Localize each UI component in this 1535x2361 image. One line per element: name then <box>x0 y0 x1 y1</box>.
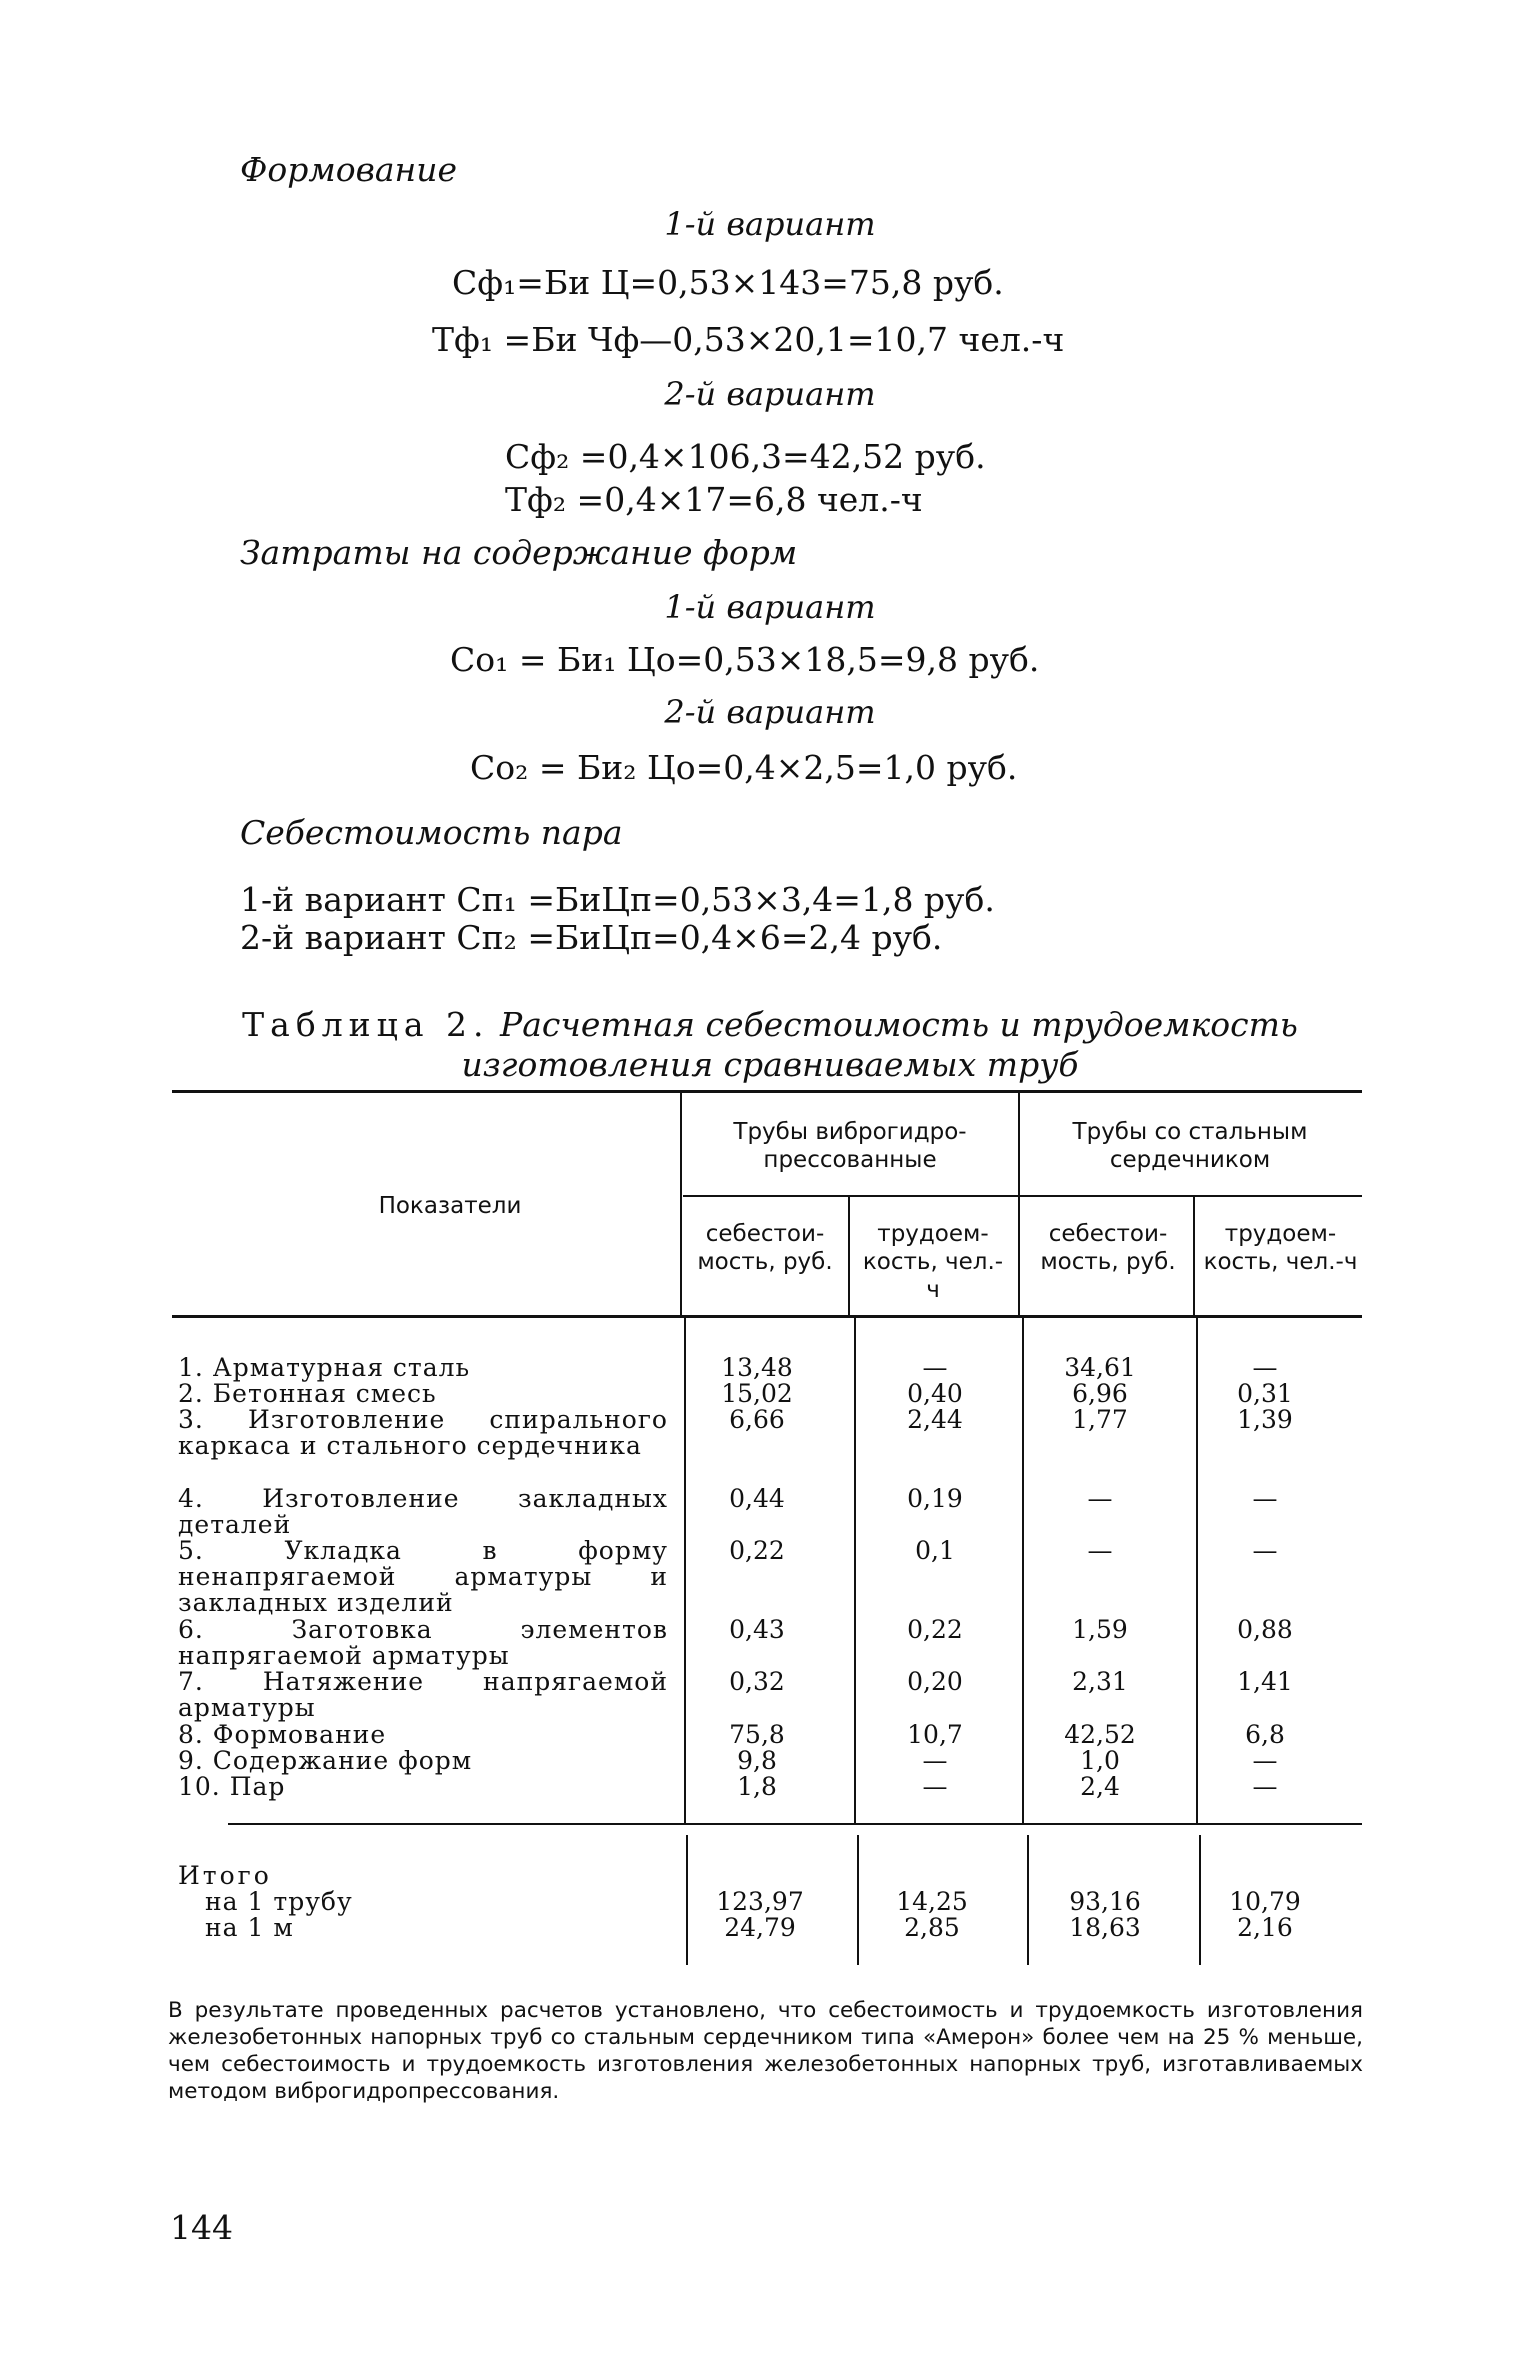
table-cell: 10,7 <box>907 1720 963 1749</box>
table-cell: — <box>922 1772 948 1801</box>
header-cost-2: себестои-мость, руб. <box>1040 1221 1176 1275</box>
header-labor-2: трудоем-кость, чел.-ч <box>1203 1221 1358 1275</box>
table-cell: 0,88 <box>1237 1615 1293 1644</box>
table-cell: 0,40 <box>907 1379 963 1408</box>
table-cell: 0,22 <box>907 1615 963 1644</box>
table-vline-4 <box>1193 1197 1195 1315</box>
formula-forming-v1-cost: Сф₁=Би Ц=0,53×143=75,8 руб. <box>452 263 1004 302</box>
table-cell: — <box>1087 1536 1113 1565</box>
table-cell: 2,4 <box>1080 1772 1120 1801</box>
conclusion-paragraph: В результате проведенных расчетов установлено, что себестоимость и трудоемкость изготовления железобетонных напорных труб со стальным сердечником типа «Амерон» более чем на 25 % меньше, чем себестоимость и трудоемкость изготовления железобетонных напорных труб, изготавливаемых методом виброгидропрессования. <box>168 1998 1363 2104</box>
table-cell: 13,48 <box>721 1353 793 1382</box>
totals-vline-4 <box>1199 1835 1201 1965</box>
table-row-label: 3. Изготовление спирального каркаса и стального сердечника <box>178 1405 668 1460</box>
table-cell: — <box>1252 1746 1278 1775</box>
table-cell: — <box>922 1746 948 1775</box>
table-cell: 2,44 <box>907 1405 963 1434</box>
table-row-label: 6. Заготовка элементов напрягаемой арматуры <box>178 1615 668 1670</box>
totals-vline-2 <box>857 1835 859 1965</box>
table-cell: 6,66 <box>729 1405 785 1434</box>
table-cell: — <box>1087 1484 1113 1513</box>
body-vline-2 <box>854 1318 856 1823</box>
table-row-label: 1. Арматурная сталь <box>178 1353 471 1382</box>
header-indicators: Показатели <box>378 1193 522 1219</box>
formula-forming-v2-cost: Сф₂ =0,4×106,3=42,52 руб. <box>505 437 986 476</box>
body-vline-1 <box>684 1318 686 1823</box>
table-cell: 1,8 <box>737 1772 777 1801</box>
table-cell: 0,20 <box>907 1667 963 1696</box>
formula-steam-v1-text: 1-й вариант Сп₁ =БиЦп=0,53×3,4=1,8 руб. <box>240 880 995 919</box>
table-caption <box>180 1005 1360 1085</box>
variant-2-heading-mold: 2-й вариант <box>664 693 876 731</box>
section-heading-forming: Формование <box>240 150 458 189</box>
header-cost-1: себестои-мость, руб. <box>697 1221 833 1275</box>
variant-1-heading: 1-й вариант <box>664 205 876 243</box>
table-cell: 18,63 <box>1069 1913 1141 1942</box>
table-cell: 14,25 <box>896 1887 968 1916</box>
totals-vline-1 <box>686 1835 688 1965</box>
totals-row-label: на 1 м <box>205 1913 294 1942</box>
header-group-steel-core: Трубы со стальным сердечником <box>1072 1119 1308 1173</box>
table-top-rule <box>172 1090 1362 1093</box>
table-cell: 1,59 <box>1072 1615 1128 1644</box>
table-row-label: 4. Изготовление закладных деталей <box>178 1484 668 1539</box>
table-cell: 6,8 <box>1245 1720 1285 1749</box>
totals-title: Итого <box>178 1861 272 1890</box>
table-cell: 0,44 <box>729 1484 785 1513</box>
header-group-vibro: Трубы виброгидро-прессованные <box>733 1119 967 1173</box>
table-vline-2 <box>1018 1093 1020 1315</box>
table-cell: 2,16 <box>1237 1913 1293 1942</box>
table-cell: 75,8 <box>729 1720 785 1749</box>
table-vline-1 <box>680 1093 682 1315</box>
page-number: 144 <box>170 2208 233 2247</box>
table-cell: 1,39 <box>1237 1405 1293 1434</box>
formula-steam-v1 <box>240 880 995 919</box>
table-cell: 6,96 <box>1072 1379 1128 1408</box>
table-cell: — <box>1252 1353 1278 1382</box>
table-cell: 34,61 <box>1064 1353 1136 1382</box>
table-row-label: 2. Бетонная смесь <box>178 1379 437 1408</box>
table-cell: 24,79 <box>724 1913 796 1942</box>
table-vline-3 <box>848 1197 850 1315</box>
table-row-label: 5. Укладка в форму ненапрягаемой арматуры и закладных изделий <box>178 1536 668 1617</box>
table-cell: 42,52 <box>1064 1720 1136 1749</box>
totals-row-label: на 1 трубу <box>205 1887 353 1916</box>
table-cell: 0,32 <box>729 1667 785 1696</box>
table-cell: 123,97 <box>716 1887 804 1916</box>
formula-forming-v1-labor: Тф₁ =Би Чф—0,53×20,1=10,7 чел.-ч <box>432 320 1065 359</box>
body-vline-4 <box>1196 1318 1198 1823</box>
section-heading-mold-costs: Затраты на содержание форм <box>240 533 798 572</box>
table-cell: 0,31 <box>1237 1379 1293 1408</box>
variant-1-heading-mold: 1-й вариант <box>664 588 876 626</box>
formula-steam-v2 <box>240 918 942 957</box>
header-labor-1: трудоем-кость, чел.-ч <box>862 1221 1004 1303</box>
table-cell: 1,41 <box>1237 1667 1293 1696</box>
table-cell: — <box>1252 1772 1278 1801</box>
table-row-label: 10. Пар <box>178 1772 286 1801</box>
body-vline-3 <box>1022 1318 1024 1823</box>
formula-forming-v2-labor: Тф₂ =0,4×17=6,8 чел.-ч <box>505 480 923 519</box>
formula-steam-v2-text: 2-й вариант Сп₂ =БиЦп=0,4×6=2,4 руб. <box>240 918 943 957</box>
table-cell: — <box>1252 1484 1278 1513</box>
table-cell: 0,22 <box>729 1536 785 1565</box>
table-cell: 0,1 <box>915 1536 955 1565</box>
table-cell: 0,19 <box>907 1484 963 1513</box>
table-caption-label: Таблица 2. <box>242 1005 490 1044</box>
table-cell: 15,02 <box>721 1379 793 1408</box>
table-cell: 0,43 <box>729 1615 785 1644</box>
table-row-label: 8. Формование <box>178 1720 387 1749</box>
table-cell: — <box>922 1353 948 1382</box>
formula-mold-v2: Со₂ = Би₂ Цо=0,4×2,5=1,0 руб. <box>470 748 1018 787</box>
table-totals-rule <box>228 1823 1362 1825</box>
table-cell: 2,85 <box>904 1913 960 1942</box>
table-caption-title-line1: Расчетная себестоимость и трудоемкость <box>500 1005 1298 1044</box>
table-cell: 93,16 <box>1069 1887 1141 1916</box>
table-subheader-rule <box>683 1195 1362 1197</box>
table-cell: 1,0 <box>1080 1746 1120 1775</box>
table-cell: 2,31 <box>1072 1667 1128 1696</box>
variant-2-heading: 2-й вариант <box>664 375 876 413</box>
section-heading-steam: Себестоимость пара <box>240 813 623 852</box>
totals-vline-3 <box>1027 1835 1029 1965</box>
table-cell: 10,79 <box>1229 1887 1301 1916</box>
table-header-rule <box>172 1315 1362 1318</box>
table-row-label: 7. Натяжение напрягаемой арматуры <box>178 1667 668 1722</box>
table-cell: 9,8 <box>737 1746 777 1775</box>
table-caption-title-line2: изготовления сравниваемых труб <box>461 1045 1079 1084</box>
formula-mold-v1: Со₁ = Би₁ Цо=0,53×18,5=9,8 руб. <box>450 640 1040 679</box>
table-row-label: 9. Содержание форм <box>178 1746 473 1775</box>
table-cell: — <box>1252 1536 1278 1565</box>
table-cell: 1,77 <box>1072 1405 1128 1434</box>
